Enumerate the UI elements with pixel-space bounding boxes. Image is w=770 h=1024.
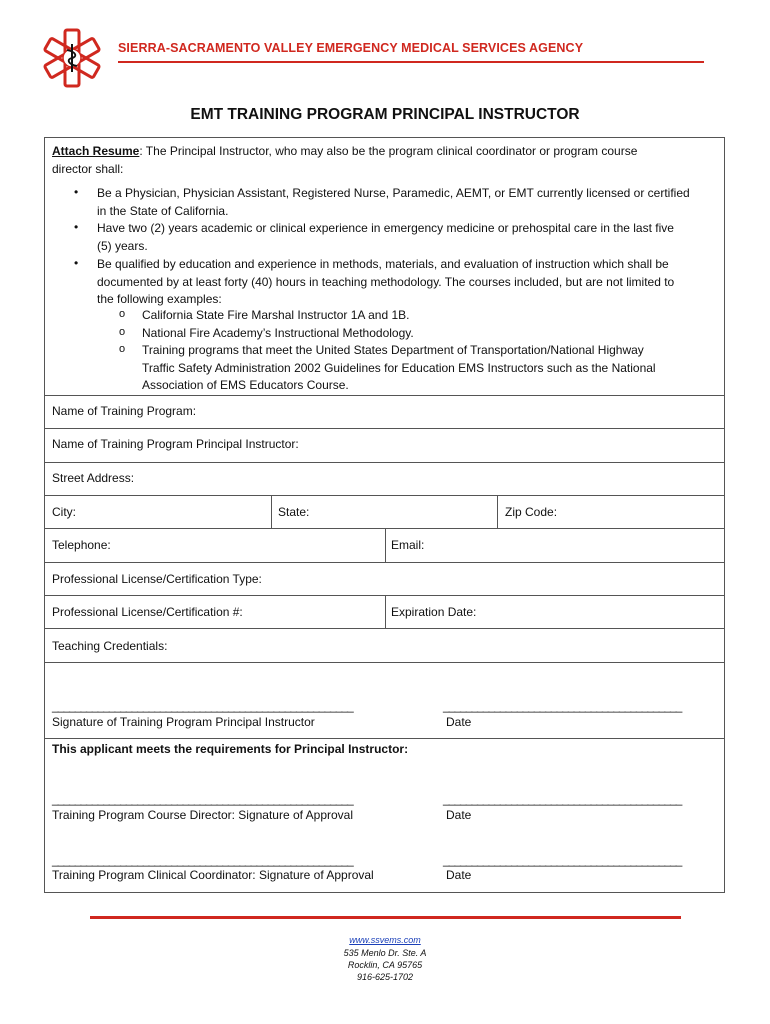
date-label: Date	[446, 868, 472, 882]
footer-website[interactable]	[0, 934, 770, 947]
website-link[interactable]: www.ssvems.com	[349, 935, 421, 945]
requirement-line: Be a Physician, Physician Assistant, Registered Nurse, Paramedic, AEMT, or EMT currently licensed or certified	[97, 186, 690, 200]
instructor-signature-label: Signature of Training Program Principal Instructor	[52, 715, 315, 729]
zip-code-field[interactable]: Zip Code:	[505, 505, 558, 519]
agency-logo-icon	[40, 26, 104, 90]
page-title: EMT TRAINING PROGRAM PRINCIPAL INSTRUCTOR	[190, 106, 580, 123]
course-example	[142, 342, 702, 395]
requirement-item	[97, 256, 721, 309]
instructor-signature-line[interactable]: _____________________________________________________	[52, 699, 353, 713]
street-address-field[interactable]: Street Address:	[52, 471, 135, 485]
field-divider	[44, 462, 725, 463]
cell-divider	[385, 528, 386, 562]
course-director-signature-line[interactable]: _____________________________________________________	[52, 792, 353, 806]
field-divider	[44, 428, 725, 429]
requirement-line: Be qualified by education and experience in methods, materials, and evaluation of instruction which shall be	[97, 257, 669, 271]
cell-divider	[385, 595, 386, 628]
bullet-icon: •	[74, 220, 79, 234]
requirement-line: the following examples:	[97, 292, 222, 306]
field-divider	[44, 628, 725, 629]
clinical-coordinator-label: Training Program Clinical Coordinator: Signature of Approval	[52, 868, 374, 882]
footer-phone: 916-625-1702	[356, 972, 414, 982]
field-divider	[44, 662, 725, 663]
program-name-field[interactable]: Name of Training Program:	[52, 404, 197, 418]
requirement-line: Have two (2) years academic or clinical experience in emergency medicine or prehospital care in the last five	[97, 221, 674, 235]
course-example-line: Traffic Safety Administration 2002 Guidelines for Education EMS Instructors such as the National	[142, 360, 656, 375]
course-example-line: Association of EMS Educators Course.	[142, 378, 349, 392]
field-divider	[44, 395, 725, 396]
course-example-line: Training programs that meet the United States Department of Transportation/National Highway	[142, 343, 644, 357]
date-label: Date	[446, 808, 472, 822]
course-director-date-line[interactable]: __________________________________________	[443, 792, 682, 806]
footer-address-1: 535 Menlo Dr. Ste. A	[343, 948, 427, 958]
cell-divider	[497, 495, 498, 528]
intro-text	[52, 143, 720, 178]
footer-address-2: Rocklin, CA 95765	[347, 960, 423, 970]
bullet-icon: •	[74, 256, 79, 270]
license-number-field[interactable]: Professional License/Certification #:	[52, 605, 243, 619]
field-divider	[44, 495, 725, 496]
requirement-item	[97, 185, 721, 220]
header-divider	[118, 61, 704, 63]
instructor-name-field[interactable]: Name of Training Program Principal Instructor:	[52, 437, 299, 451]
sub-bullet-icon: o	[119, 308, 126, 320]
requirement-line: (5) years.	[97, 238, 148, 253]
field-divider	[44, 738, 725, 739]
clinical-coordinator-date-line[interactable]: __________________________________________	[443, 853, 682, 867]
email-field[interactable]: Email:	[391, 538, 425, 552]
field-divider	[44, 562, 725, 563]
city-field[interactable]: City:	[52, 505, 76, 519]
course-director-label: Training Program Course Director: Signature of Approval	[52, 808, 354, 822]
intro-line-2: director shall:	[52, 161, 124, 176]
telephone-field[interactable]: Telephone:	[52, 538, 111, 552]
agency-name: SIERRA-SACRAMENTO VALLEY EMERGENCY MEDICAL SERVICES AGENCY	[118, 41, 584, 55]
sub-bullet-icon: o	[119, 326, 126, 338]
approval-heading: This applicant meets the requirements for Principal Instructor:	[52, 742, 409, 756]
license-type-field[interactable]: Professional License/Certification Type:	[52, 572, 262, 586]
intro-line-1: : The Principal Instructor, who may also be the program clinical coordinator or program course	[139, 144, 638, 158]
instructor-date-line[interactable]: __________________________________________	[443, 699, 682, 713]
cell-divider	[271, 495, 272, 528]
teaching-credentials-field[interactable]: Teaching Credentials:	[52, 639, 168, 653]
requirement-line: documented by at least forty (40) hours in teaching methodology. The courses included, but are not limited to	[97, 274, 675, 289]
attach-resume-label: Attach Resume	[52, 144, 140, 158]
course-example: National Fire Academy’s Instructional Methodology.	[142, 326, 414, 340]
clinical-coordinator-signature-line[interactable]: _____________________________________________________	[52, 853, 353, 867]
date-label: Date	[446, 715, 472, 729]
footer-divider	[90, 916, 681, 919]
bullet-icon: •	[74, 185, 79, 199]
requirement-line: in the State of California.	[97, 203, 229, 218]
expiration-date-field[interactable]: Expiration Date:	[391, 605, 477, 619]
requirement-item	[97, 220, 721, 255]
state-field[interactable]: State:	[278, 505, 310, 519]
course-example: California State Fire Marshal Instructor 1A and 1B.	[142, 308, 410, 322]
sub-bullet-icon: o	[119, 343, 126, 355]
